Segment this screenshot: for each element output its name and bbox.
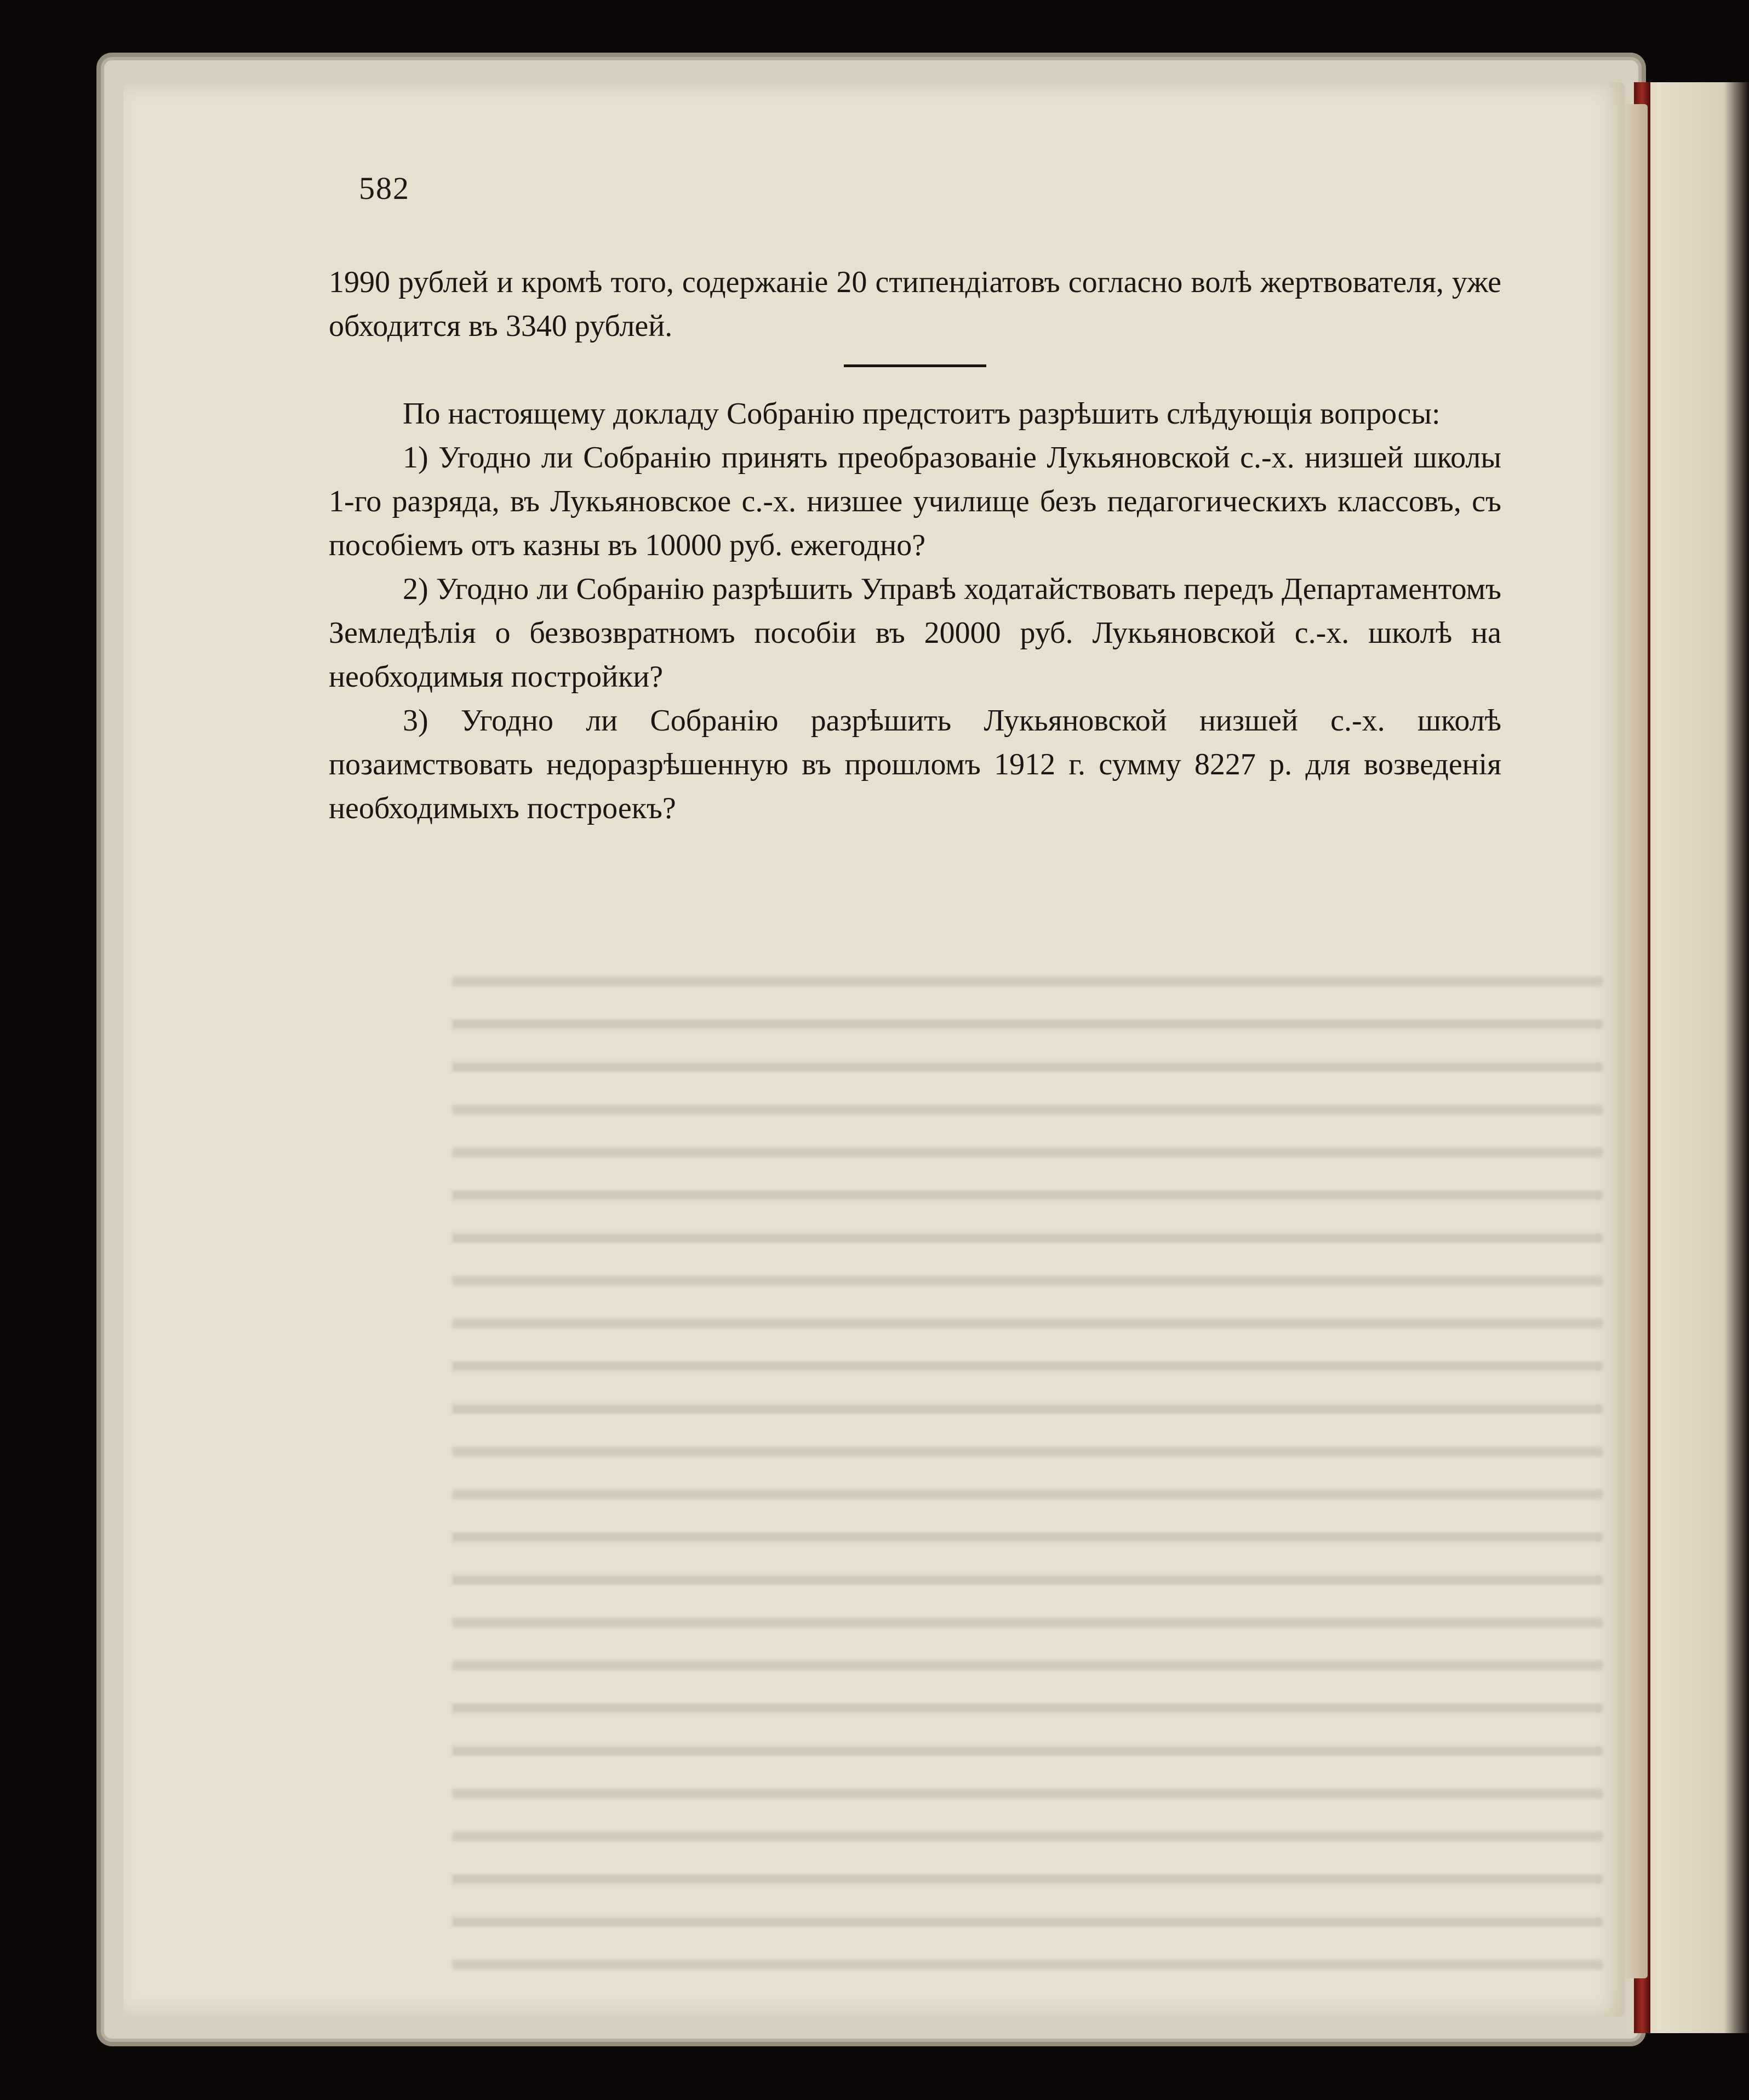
paragraph-intro: 1990 рублей и кромѣ того, содержанie 20 стипендiатовъ согласно волѣ жертвователя, уже обходится въ 3340 рублей.	[329, 265, 1501, 343]
paragraph-question-2: 2) Угодно ли Собранiю разрѣшить Управѣ ходатайствовать передъ Департаментомъ Земледѣлiя о безвозвратномъ пособiи въ 20000 руб. Лукьяновской с.-х. школѣ на необходимыя постройки?	[329, 572, 1501, 694]
page-number: 582	[359, 170, 410, 206]
page-body	[329, 260, 1501, 830]
section-divider	[844, 364, 986, 367]
paragraph-questions-lead: По настоящему докладу Собранiю предстоитъ разрѣшить слѣдующiя вопросы:	[403, 397, 1441, 431]
bleed-through-text	[452, 959, 1603, 2000]
paragraph-question-1: 1) Угодно ли Собранiю принять преобразованiе Лукьяновской с.-х. низшей школы 1-го разряда, въ Лукьяновское с.-х. низшее училище безъ педагогическихъ классовъ, съ пособiемъ отъ казны въ 10000 руб. ежегодно?	[329, 441, 1501, 562]
paragraph-question-3: 3) Угодно ли Собранiю разрѣшить Лукьяновской низшей с.-х. школѣ позаимствовать недоразрѣшенную въ прошломъ 1912 г. сумму 8227 р. для возведенiя необходимыхъ построекъ?	[329, 704, 1501, 825]
